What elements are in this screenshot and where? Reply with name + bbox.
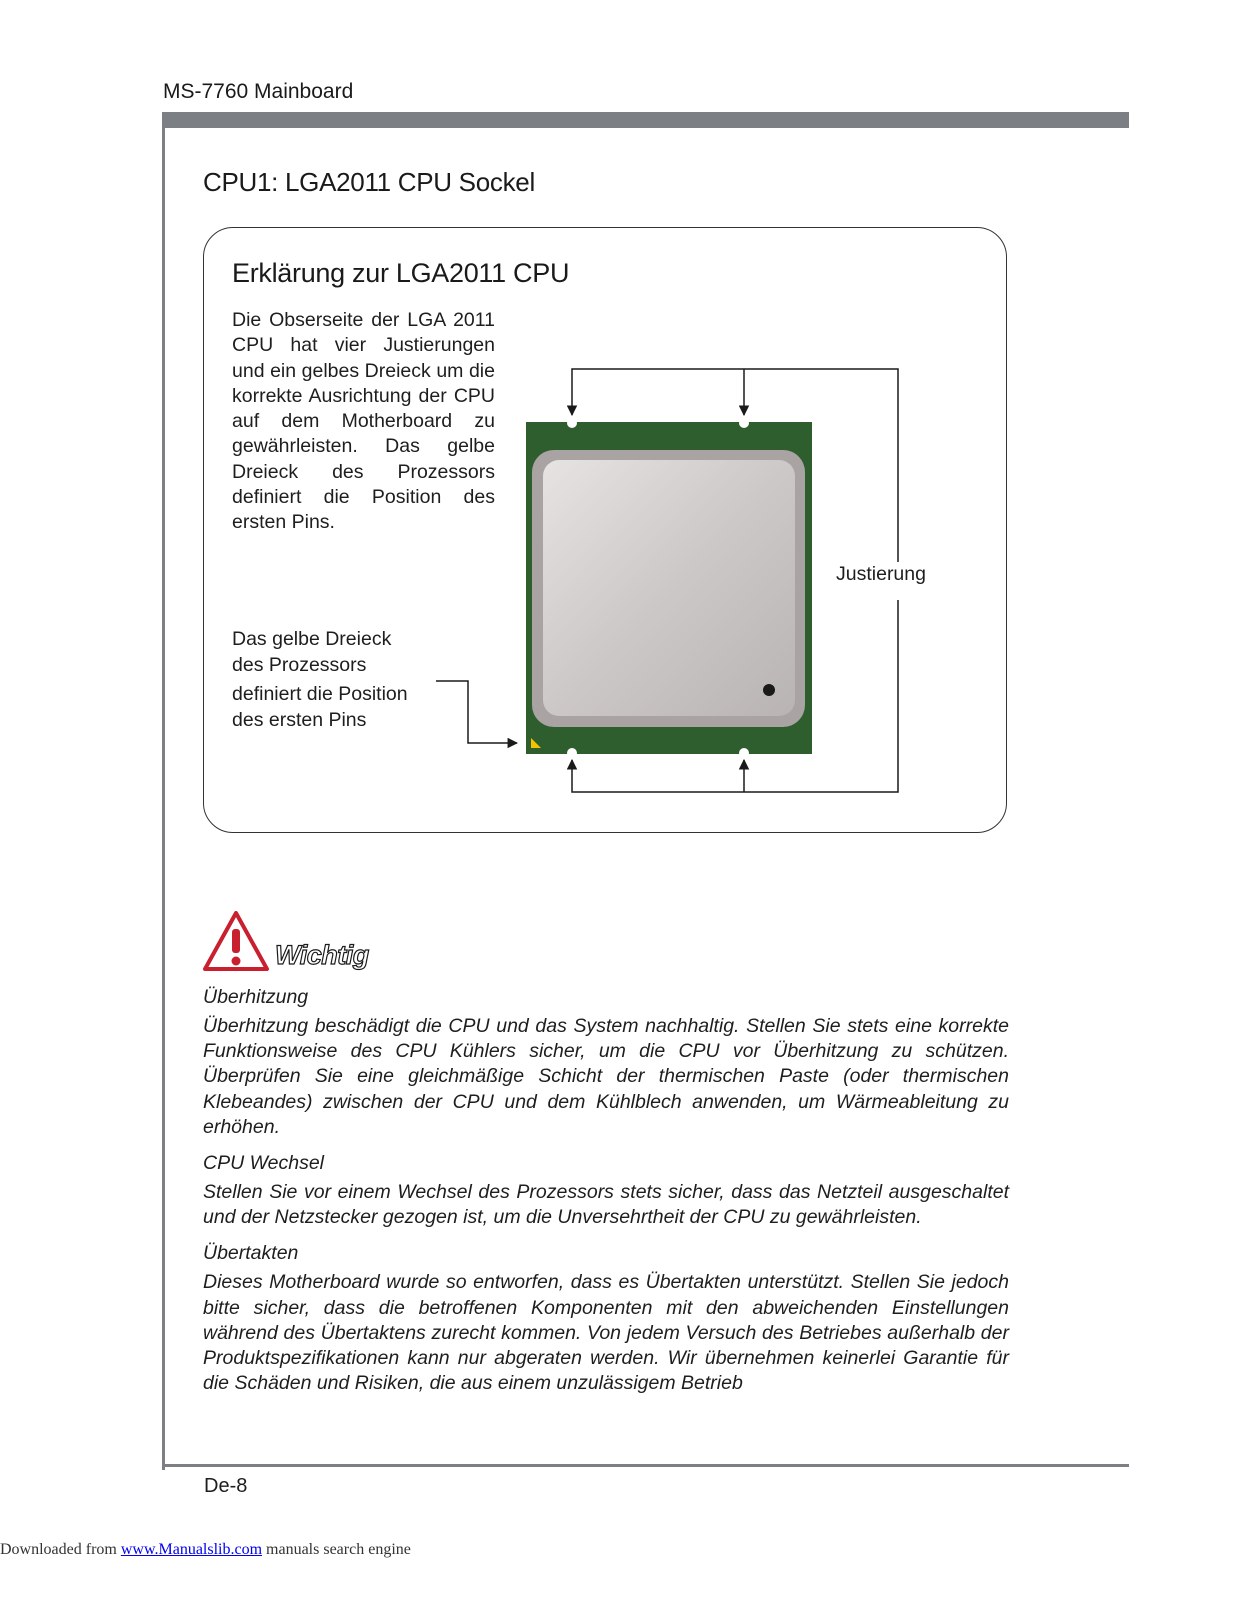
download-prefix: Downloaded from (0, 1541, 121, 1558)
cpu-marker-dot (763, 684, 775, 696)
cpu-heatspreader (543, 460, 795, 716)
explanation-title: Erklärung zur LGA2011 CPU (232, 258, 570, 288)
page-number: De-8 (204, 1475, 248, 1497)
alignment-notch (739, 418, 749, 428)
alignment-notch (567, 418, 577, 428)
alignment-notch (567, 748, 577, 758)
triangle-label-line: des ersten Pins (232, 708, 367, 731)
note-text: Überhitzung beschädigt die CPU und das System nachhaltig. Stellen Sie stets eine korrekte Funktionsweise des CPU Kühlers sicher, um die CPU vor Überhitzung zu schützen. Überprüfen Sie eine gleichmäßige Schicht der thermischen Paste (oder thermischen Klebeandes) zwischen der CPU und dem Kühlblech anwenden, um Wärmeableitung zu erhöhen. (203, 1015, 1009, 1138)
explanation-intro: Die Obserseite der LGA 2011 CPU hat vier Justierungen und ein gelbes Dreieck um die korrekte Ausrichtung der CPU auf dem Motherboard zu gewährleisten. Das gelbe Dreieck des Prozessors definiert die Position des ersten Pins. (232, 309, 495, 534)
triangle-callout (436, 681, 517, 743)
important-heading: Wichtig (275, 940, 369, 970)
alignment-notch (739, 748, 749, 758)
download-footer (0, 1541, 411, 1559)
download-suffix: manuals search engine (262, 1541, 411, 1558)
warning-triangle-icon (202, 910, 270, 972)
footer-rule (162, 1464, 1129, 1467)
note-title: Übertakten (203, 1242, 299, 1265)
triangle-label-line: des Prozessors (232, 653, 367, 676)
triangle-label-line: Das gelbe Dreieck (232, 628, 392, 650)
section-title: CPU1: LGA2011 CPU Sockel (203, 167, 535, 197)
note-title: Überhitzung (203, 986, 309, 1008)
manualslib-link[interactable]: www.Manualslib.com (120, 1541, 263, 1558)
note-text: Stellen Sie vor einem Wechsel des Prozessors stets sicher, dass das Netzteil ausgeschaltet und der Netzstecker gezogen ist, um die Unversehrtheit der CPU zu gewährleisten. (203, 1181, 1009, 1229)
manual-model-header: MS-7760 Mainboard (163, 80, 354, 103)
triangle-label-line: definiert die Position (232, 683, 408, 705)
note-title: CPU Wechsel (203, 1152, 325, 1175)
note-text: Dieses Motherboard wurde so entworfen, dass es Übertakten unterstützt. Stellen Sie jedoch bitte sicher, dass die betroffenen Komponenten mit den abweichenden Einstellungen während des Übertaktens zurecht kommen. Von jedem Versuch des Betriebes außerhalb der Produktspezifikationen kann nur abgeraten werden. Wir übernehmen keinerlei Garantie für die Schäden und Risiken, die aus einem unzulässigem Betrieb (203, 1271, 1009, 1395)
important-notes (203, 984, 1009, 1396)
alignment-label: Justierung (836, 563, 926, 585)
